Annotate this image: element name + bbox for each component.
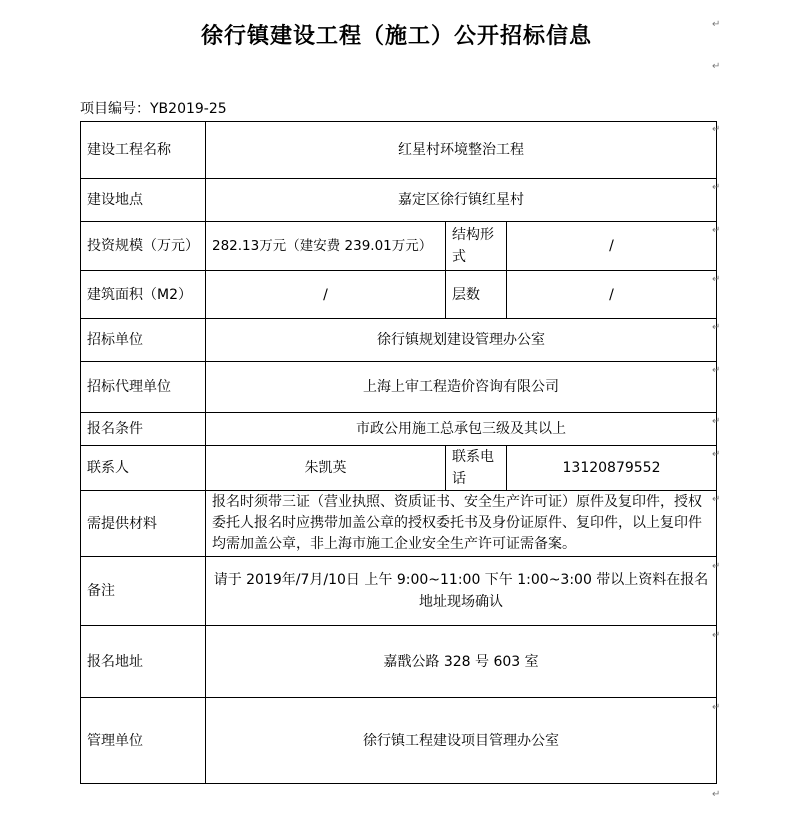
remarks-value: 请于 2019年/7月/10日 上午 9:00~11:00 下午 1:00~3:00 带以上资料在报名地址现场确认 — [206, 557, 717, 626]
area-value: / — [206, 271, 446, 319]
paragraph-mark: ↵ — [712, 225, 721, 236]
floors-label: 层数 — [446, 271, 507, 319]
tenderer-label: 招标单位 — [81, 319, 206, 362]
investment-label: 投资规模（万元） — [81, 222, 206, 271]
location-value: 嘉定区徐行镇红星村 — [206, 179, 717, 222]
manager-label: 管理单位 — [81, 698, 206, 784]
remarks-label: 备注 — [81, 557, 206, 626]
location-label: 建设地点 — [81, 179, 206, 222]
table-row — [81, 557, 717, 626]
manager-value: 徐行镇工程建设项目管理办公室 — [206, 698, 717, 784]
paragraph-mark: ↵ — [712, 416, 721, 427]
paragraph-mark: ↵ — [712, 322, 721, 333]
area-label: 建筑面积（M2） — [81, 271, 206, 319]
structure-label: 结构形式 — [446, 222, 507, 271]
paragraph-mark: ↵ — [712, 449, 721, 460]
agent-value: 上海上审工程造价咨询有限公司 — [206, 362, 717, 413]
table-row — [81, 122, 717, 179]
paragraph-mark: ↵ — [712, 630, 721, 641]
paragraph-mark: ↵ — [712, 182, 721, 193]
paragraph-mark: ↵ — [712, 365, 721, 376]
structure-value: / — [507, 222, 717, 271]
project-name-value: 红星村环境整治工程 — [206, 122, 717, 179]
address-label: 报名地址 — [81, 626, 206, 698]
contact-label: 联系人 — [81, 446, 206, 491]
table-row — [81, 446, 717, 491]
floors-value: / — [507, 271, 717, 319]
project-number: 项目编号：YB2019-25 — [80, 101, 227, 117]
contact-value: 朱凯英 — [206, 446, 446, 491]
tenderer-value: 徐行镇规划建设管理办公室 — [206, 319, 717, 362]
paragraph-mark: ↵ — [712, 789, 721, 800]
materials-label: 需提供材料 — [81, 491, 206, 557]
paragraph-mark: ↵ — [712, 19, 721, 30]
phone-value: 13120879552 — [507, 446, 717, 491]
agent-label: 招标代理单位 — [81, 362, 206, 413]
table-row — [81, 222, 717, 271]
qualification-value: 市政公用施工总承包三级及其以上 — [206, 413, 717, 446]
table-row — [81, 626, 717, 698]
tender-info-table — [80, 121, 717, 784]
paragraph-mark: ↵ — [712, 702, 721, 713]
table-row — [81, 319, 717, 362]
page-title: 徐行镇建设工程（施工）公开招标信息 — [200, 23, 592, 49]
table-row — [81, 271, 717, 319]
materials-value: 报名时须带三证（营业执照、资质证书、安全生产许可证）原件及复印件，授权委托人报名时应携带加盖公章的授权委托书及身份证原件、复印件，以上复印件均需加盖公章，非上海市施工企业安全生产许可证需备案。 — [206, 491, 717, 557]
table-row — [81, 362, 717, 413]
address-value: 嘉戬公路 328 号 603 室 — [206, 626, 717, 698]
investment-value: 282.13万元（建安费 239.01万元） — [206, 222, 446, 271]
paragraph-mark: ↵ — [712, 61, 721, 72]
table-row — [81, 179, 717, 222]
table-row — [81, 698, 717, 784]
qualification-label: 报名条件 — [81, 413, 206, 446]
paragraph-mark: ↵ — [712, 494, 721, 505]
table-row — [81, 491, 717, 557]
paragraph-mark: ↵ — [712, 274, 721, 285]
table-row — [81, 413, 717, 446]
phone-label: 联系电话 — [446, 446, 507, 491]
project-name-label: 建设工程名称 — [81, 122, 206, 179]
paragraph-mark: ↵ — [712, 561, 721, 572]
paragraph-mark: ↵ — [712, 124, 721, 135]
